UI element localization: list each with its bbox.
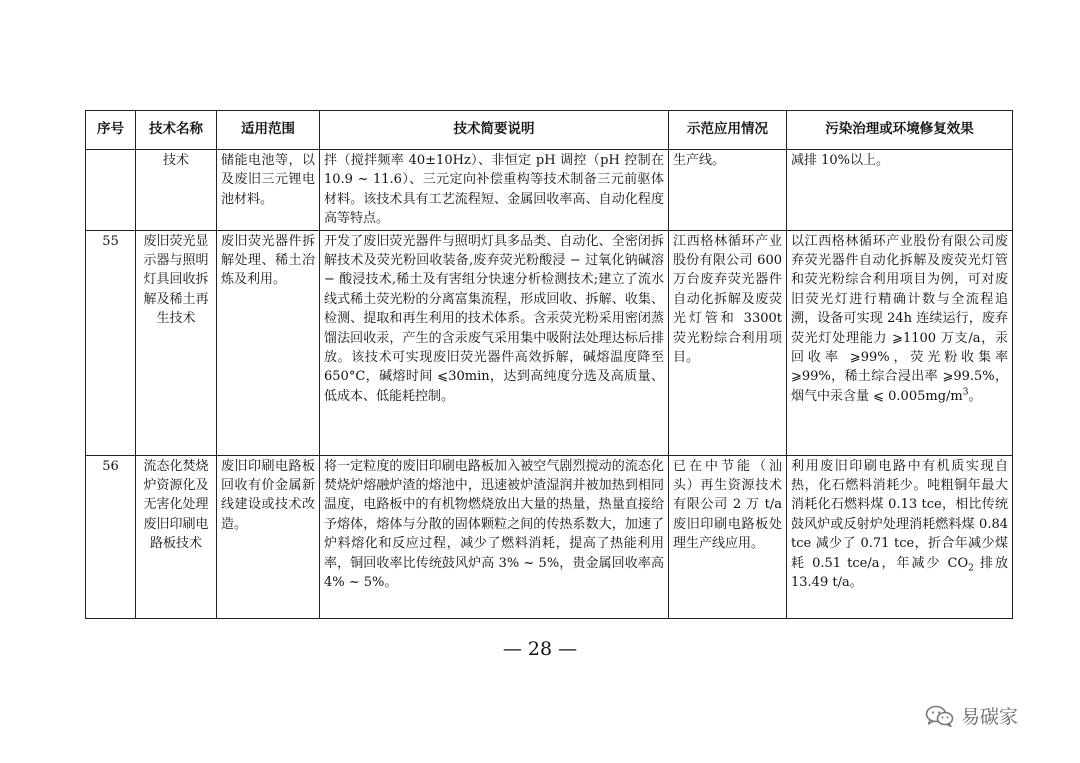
effect-text: 以江西格林循环产业股份有限公司废弃荧光器件自动化拆解及废荧光灯管和荧光粉综合利用项目为例，可对废旧荧光灯进行精确计数与全流程追溯，设备可实现 24h 连续运行，废弃荧光灯处理能力 ⩾1100 万支/a，汞回收率 ⩾99%，荧光粉收集率 ⩾99%，稀土综合浸出率 ⩾99.5%，烟气中汞含量 ⩽ 0.005mg/m [791, 233, 1008, 404]
cell-description: 拌（搅拌频率 40±10Hz）、非恒定 pH 调控（pH 控制在 10.9 ~ 11.6）、三元定向补偿重构等技术制备三元前驱体材料。该技术具有工艺流程短、金属回收率高、自动化程度高等特点。 [320, 150, 669, 231]
cell-scope: 废旧荧光器件拆解处理、稀土冶炼及利用。 [217, 230, 320, 455]
header-name: 技术名称 [136, 111, 217, 150]
cell-effect: 减排 10%以上。 [787, 150, 1013, 231]
cell-demo: 已在中节能（汕头）再生资源技术有限公司 2 万 t/a 废旧印刷电路板处理生产线应用。 [669, 455, 787, 618]
cell-description: 将一定粒度的废旧印刷电路板加入被空气剧烈搅动的流态化焚烧炉熔融炉渣的熔池中，迅速被炉渣湿润并被加热到相同温度，电路板中的有机物燃烧放出大量的热量，热量直接给予熔体，熔体与分散的固体颗粒之间的传热系数大，加速了炉料熔化和反应过程，减少了燃料消耗，提高了热能利用率，铜回收率比传统鼓风炉高 3% ~ 5%，贵金属回收率高 4% ~ 5%。 [320, 455, 669, 618]
page-number: — 28 — [502, 638, 578, 660]
watermark [925, 702, 1018, 729]
cell-no [86, 150, 136, 231]
cell-name: 废旧荧光显示器与照明灯具回收拆解及稀土再生技术 [136, 230, 217, 455]
watermark-text: 易碳家 [961, 706, 1019, 728]
superscript: 3 [962, 387, 969, 398]
cell-no: 56 [86, 455, 136, 618]
cell-name: 技术 [136, 150, 217, 231]
effect-text-end: 排放 13.49 t/a。 [791, 555, 1008, 591]
cell-no: 55 [86, 230, 136, 455]
cell-scope: 储能电池等，以及废旧三元锂电池材料。 [217, 150, 320, 231]
table-row [86, 455, 1013, 618]
table-row [86, 230, 1013, 455]
cell-effect [787, 455, 1013, 618]
wechat-icon [925, 704, 955, 728]
table-row [86, 150, 1013, 231]
cell-scope: 废旧印刷电路板回收有价金属新线建设或技术改造。 [217, 455, 320, 618]
effect-text-end: 。 [968, 388, 982, 404]
cell-description: 开发了废旧荧光器件与照明灯具多品类、自动化、全密闭拆解技术及荧光粉回收装备,废弃荧光粉酸浸 − 过氧化钠碱溶 − 酸浸技术,稀土及有害组分快速分析检测技术;建立了流水线式稀土荧光粉的分离富集流程，形成回收、拆解、收集、检测、提取和再生利用的技术体系。含汞荧光粉采用密闭蒸馏法回收汞，产生的含汞废气采用集中吸附法处理达标后排放。该技术可实现废旧荧光器件高效拆解，碱熔温度降至 650°C，碱熔时间 ⩽30min，达到高纯度分选及高质量、低成本、低能耗控制。 [320, 230, 669, 455]
cell-demo: 江西格林循环产业股份有限公司 600 万台废弃荧光器件自动化拆解及废荧光灯管和 3300t 荧光粉综合利用项目。 [669, 230, 787, 455]
subscript: 2 [968, 563, 974, 574]
cell-effect [787, 230, 1013, 455]
header-demo: 示范应用情况 [669, 111, 787, 150]
header-effect: 污染治理或环境修复效果 [787, 111, 1013, 150]
header-row [86, 111, 1013, 150]
cell-demo: 生产线。 [669, 150, 787, 231]
data-table [85, 110, 1013, 619]
effect-text: 利用废旧印刷电路中有机质实现自热，化石燃料消耗少。吨粗铜年最大消耗化石燃料煤 0.13 tce，相比传统鼓风炉或反射炉处理消耗燃料煤 0.84 tce 减少了 0.71 tce，折合年减少煤耗 0.51 tce/a，年减少 CO [791, 458, 1008, 571]
header-no: 序号 [86, 111, 136, 150]
header-scope: 适用范围 [217, 111, 320, 150]
header-description: 技术简要说明 [320, 111, 669, 150]
cell-name: 流态化焚烧炉资源化及无害化处理废旧印刷电路板技术 [136, 455, 217, 618]
